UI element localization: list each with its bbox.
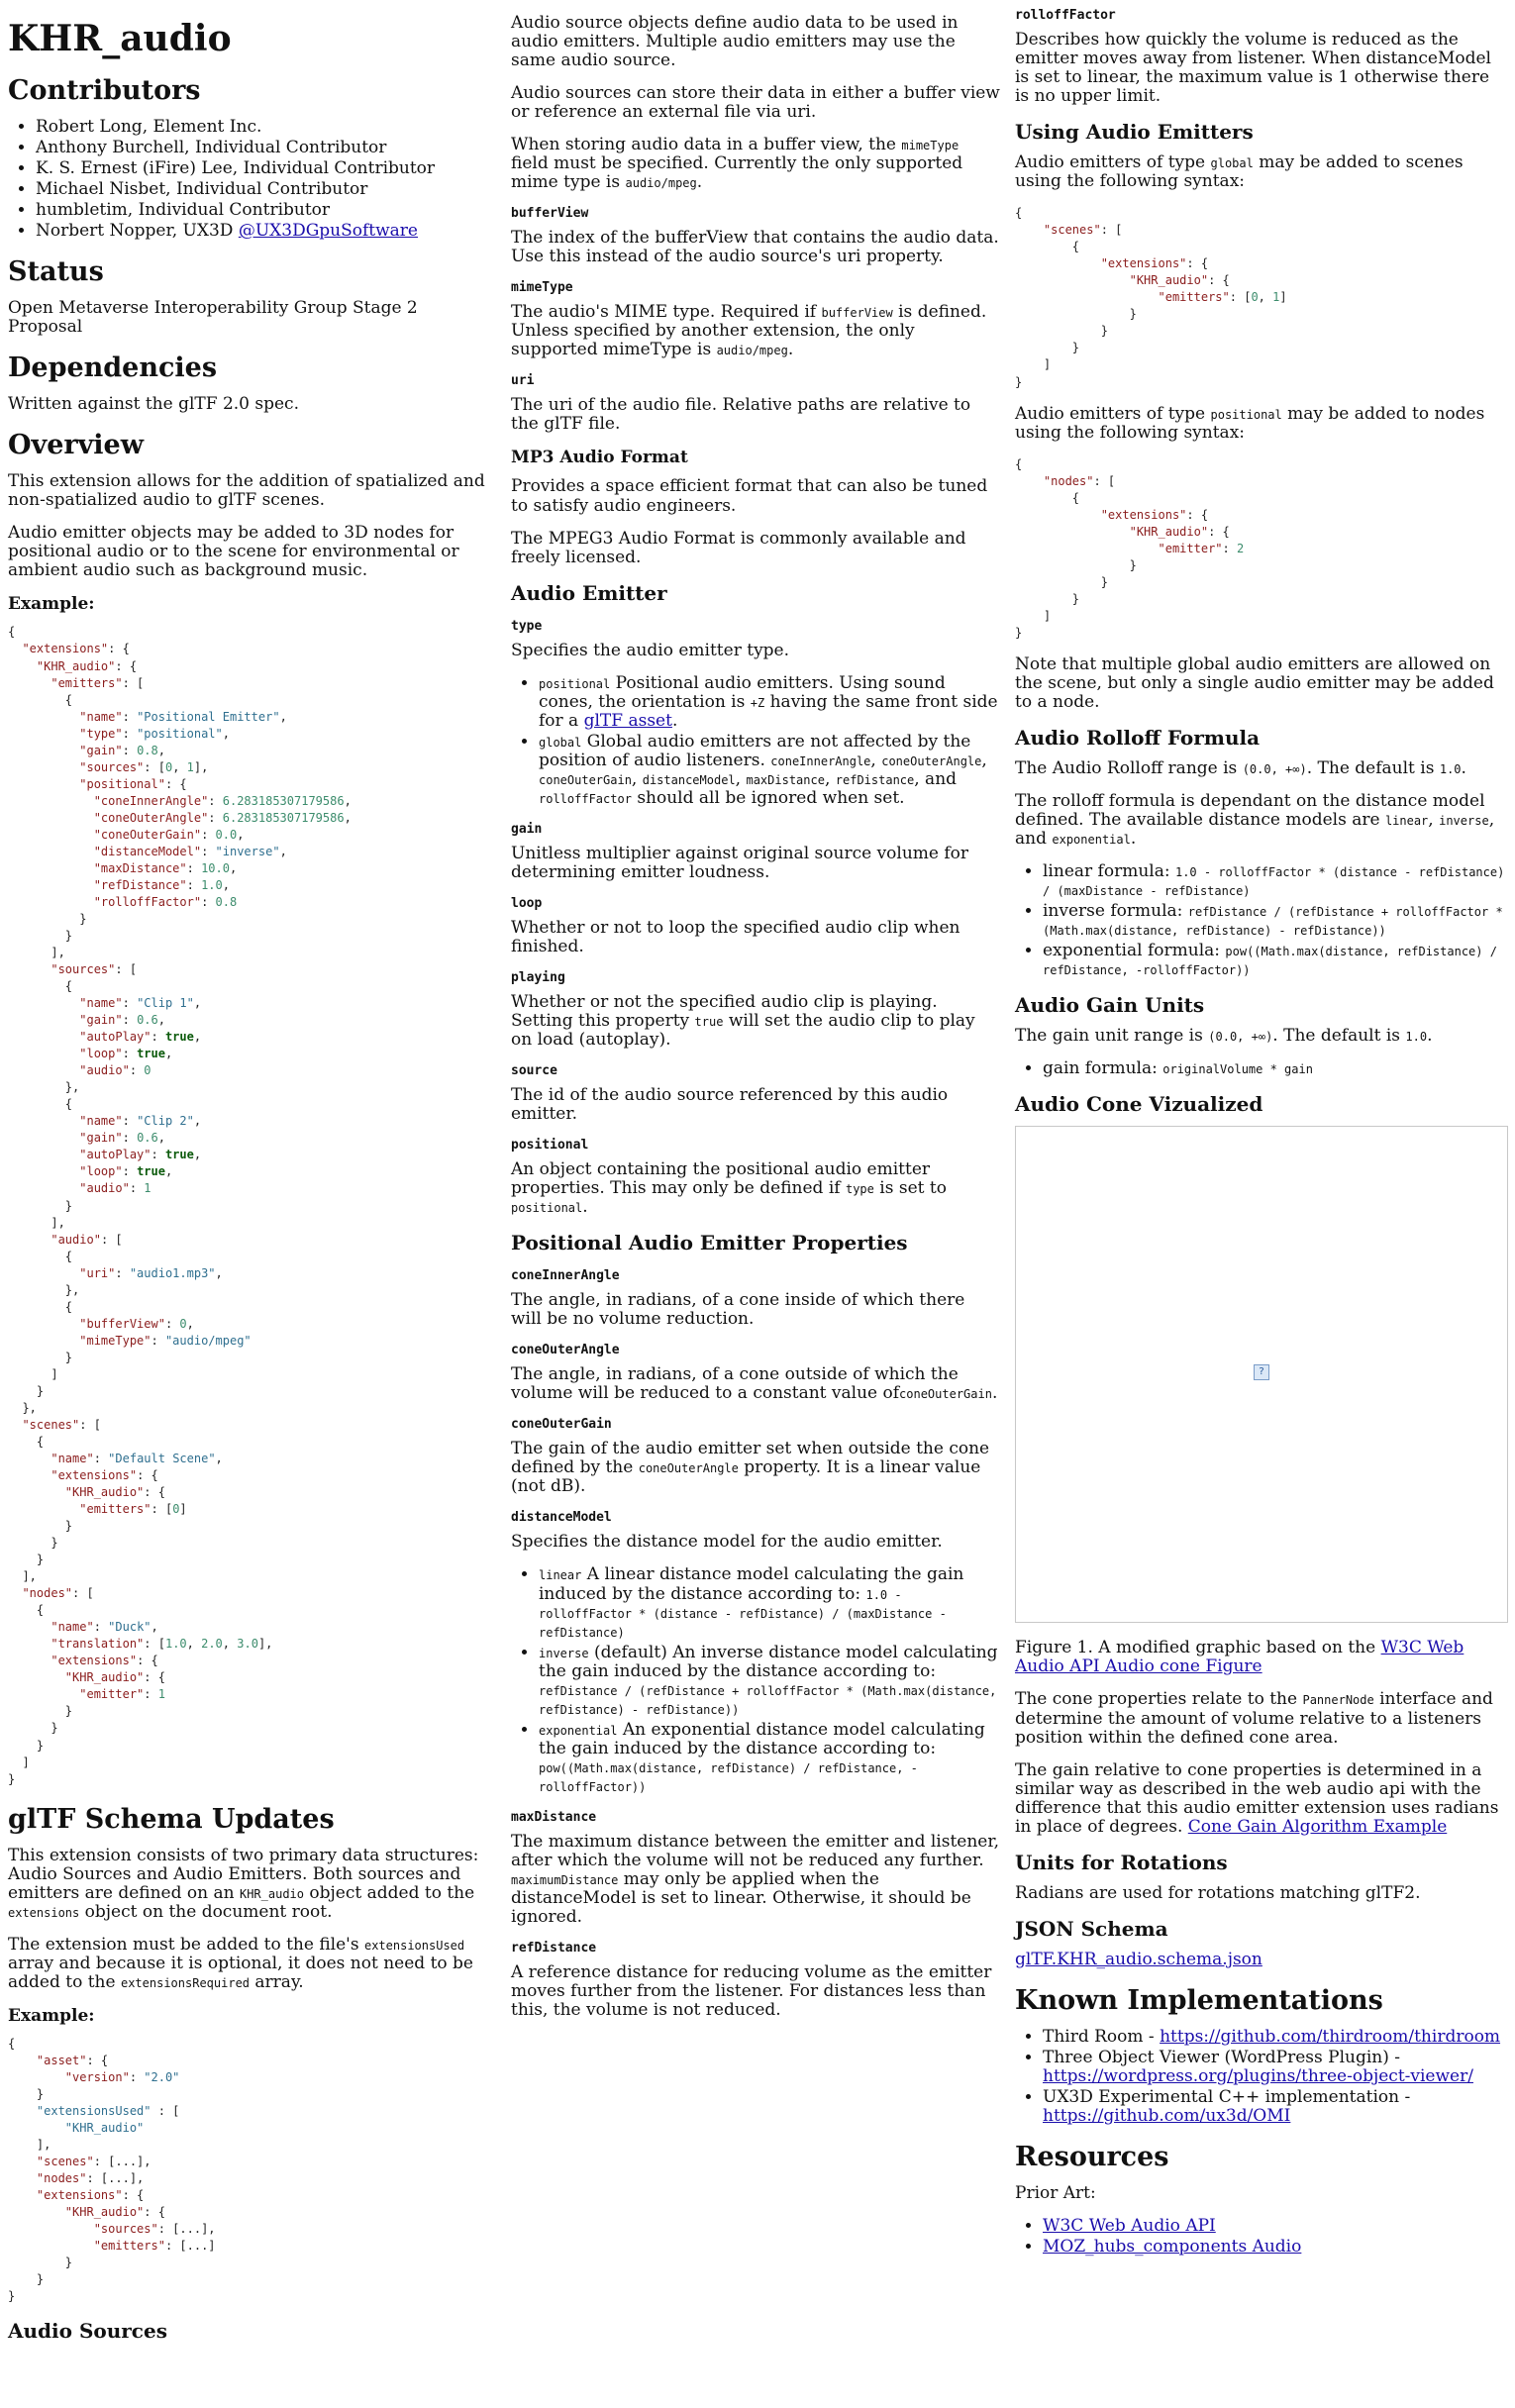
list-item — [1043, 2028, 1508, 2047]
text: . — [582, 1197, 588, 1218]
rolloff-formula-list — [1015, 862, 1508, 979]
mp3-heading: MP3 Audio Format — [511, 448, 688, 468]
text: exponential formula: — [1043, 941, 1226, 961]
json-schema-link[interactable]: glTF.KHR_audio.schema.json — [1015, 1949, 1262, 1969]
rolloff-paragraph — [1015, 792, 1508, 849]
property-heading-maxdistance: maxDistance — [511, 1809, 597, 1825]
w3c-cone-figure-link[interactable]: W3C Web Audio API Audio cone Figure — [1015, 1638, 1464, 1677]
list-item — [1043, 942, 1508, 979]
inline-code: global — [1210, 156, 1254, 171]
cone-paragraph — [1015, 1761, 1508, 1837]
list-item: • Michael Nisbet, Individual Contributor — [36, 180, 495, 199]
inline-code: positional — [1210, 407, 1282, 422]
inline-code: extensions — [8, 1905, 80, 1920]
text: The gain relative to cone properties is determined in a similar way as described in the web audio api with the difference that this audio emitter extension uses radians in place of degrees. — [1015, 1759, 1499, 1837]
property-description: The uri of the audio file. Relative paths are relative to the glTF file. — [511, 395, 971, 435]
property-heading-coneinnerangle: coneInnerAngle — [511, 1268, 620, 1284]
inline-code: global — [539, 735, 582, 750]
text: When storing audio data in a buffer view, the — [511, 135, 902, 155]
using-paragraph — [1015, 405, 1508, 443]
list-item: • humbletim, Individual Contributor — [36, 201, 495, 220]
property-description — [511, 1833, 1000, 1927]
list-item — [539, 674, 1000, 731]
sources-paragraph: Audio source objects define audio data to be used in audio emitters. Multiple audio emitters may use the same audio source. — [511, 13, 959, 71]
page-title: KHR_audio — [8, 18, 232, 59]
text: The gain of the audio emitter set when outside the cone defined by the — [511, 1439, 990, 1478]
column-left — [8, 0, 495, 2353]
property-description: Specifies the distance model for the audio emitter. — [511, 1532, 943, 1553]
property-description: A reference distance for reducing volume as the emitter moves further from the listener. For distances less than this, the volume is not reduced. — [511, 1962, 992, 2021]
inline-code: refDistance — [835, 772, 915, 787]
property-heading-source: source — [511, 1063, 557, 1079]
text: . — [1461, 758, 1466, 779]
text: The Audio Rolloff range is — [1015, 758, 1243, 779]
inline-code: KHR_audio — [239, 1886, 305, 1901]
cone-paragraph — [1015, 1690, 1508, 1747]
audio-sources-heading: Audio Sources — [8, 2319, 167, 2344]
web-audio-api-link[interactable]: W3C Web Audio API — [1043, 2215, 1216, 2236]
formula-code: refDistance / (refDistance + rolloffFactor * (Math.max(distance, refDistance) - refDistance)) — [1043, 905, 1503, 939]
text: may be added to scenes using the following syntax: — [1015, 152, 1464, 192]
property-heading-gain: gain — [511, 821, 543, 837]
formula-code: refDistance / (refDistance + rolloffFactor * (Math.max(distance, refDistance) - refDistance)) — [539, 1683, 997, 1717]
column-right — [1015, 0, 1508, 2270]
schema-updates-heading: glTF Schema Updates — [8, 1803, 335, 1835]
text: gain formula: — [1043, 1058, 1163, 1079]
using-paragraph: Note that multiple global audio emitters are allowed on the scene, but only a single audio emitter may be added to a node. — [1015, 653, 1494, 712]
property-heading-type: type — [511, 618, 543, 634]
text: Global audio emitters are not affected by the position of audio listeners. — [539, 731, 971, 770]
inline-code: audio/mpeg — [625, 176, 697, 191]
text: , and — [1015, 810, 1495, 850]
resources-list — [1015, 2217, 1508, 2257]
contributor-text: Norbert Nopper, UX3D — [36, 221, 239, 242]
inline-code: PannerNode — [1302, 1693, 1374, 1708]
formula-code: 1.0 - rolloffFactor * (distance - refDistance) / (maxDistance - refDistance) — [1043, 865, 1505, 899]
inline-code: coneInnerAngle — [770, 753, 871, 768]
property-description: The id of the audio source referenced by this audio emitter. — [511, 1085, 949, 1125]
property-description — [511, 303, 1000, 359]
using-emitters-heading: Using Audio Emitters — [1015, 120, 1254, 145]
text: array. — [250, 1971, 304, 1992]
property-description — [511, 993, 1000, 1050]
contributor-twitter-link[interactable]: @UX3DGpuSoftware — [238, 221, 418, 242]
gain-units-heading: Audio Gain Units — [1015, 993, 1205, 1018]
audio-cone-figure — [1015, 1126, 1508, 1623]
list-item — [539, 1644, 1000, 1719]
text: Audio emitters of type — [1015, 152, 1211, 173]
text: Whether or not the specified audio clip is playing. Setting this property — [511, 991, 938, 1031]
property-heading-bufferview: bufferView — [511, 206, 589, 222]
inline-code: distanceModel — [642, 772, 736, 787]
list-item: • K. S. Ernest (iFire) Lee, Individual Contributor — [36, 159, 495, 178]
schema-paragraph — [8, 1847, 495, 1922]
schema-paragraph — [8, 1936, 495, 1992]
list-item: • Anthony Burchell, Individual Contributor — [36, 139, 495, 157]
text: inverse formula: — [1043, 901, 1188, 922]
property-description: Specifies the audio emitter type. — [511, 640, 790, 660]
schema-code-block: { "asset": { "version": "2.0" } "extensionsUsed" : [ "KHR_audio" ], "scenes": [...], "nodes": [...], "extensions": { "KHR_audio": { "sources": [...], "emitters": [...] } } } — [8, 2036, 216, 2304]
property-heading-rollofffactor: rolloffFactor — [1015, 8, 1116, 23]
inline-code: exponential — [539, 1723, 618, 1738]
text: , — [824, 768, 836, 789]
overview-paragraph: This extension allows for the addition of spatialized and non-spatialized audio to glTF scenes. — [8, 471, 485, 511]
inline-code: maxDistance — [746, 772, 825, 787]
text: Three Object Viewer (WordPress Plugin) - — [1043, 2047, 1401, 2067]
sources-paragraph — [511, 136, 1000, 192]
text: array and because it is optional, it does not need to be added to the — [8, 1953, 473, 1992]
using-paragraph — [1015, 153, 1508, 191]
inline-code: type — [845, 1182, 874, 1197]
inline-code: extensionsRequired — [120, 1975, 251, 1990]
three-object-viewer-link[interactable]: https://wordpress.org/plugins/three-object-viewer/ — [1043, 2065, 1473, 2086]
rotation-units-heading: Units for Rotations — [1015, 1850, 1228, 1874]
formula-code: pow((Math.max(distance, refDistance) / refDistance, -rolloffFactor)) — [1043, 945, 1497, 978]
example-heading: Example: — [8, 2005, 95, 2026]
property-heading-coneouterangle: coneOuterAngle — [511, 1343, 620, 1358]
inline-code: (0.0, +∞) — [1208, 1030, 1273, 1045]
distance-model-list — [511, 1565, 1000, 1795]
contributors-heading: Contributors — [8, 75, 201, 106]
text: Third Room - — [1043, 2026, 1161, 2047]
ux3d-omi-link[interactable]: https://github.com/ux3d/OMI — [1043, 2105, 1291, 2126]
gain-formula-list — [1015, 1059, 1508, 1078]
moz-hubs-audio-link[interactable]: MOZ_hubs_components Audio — [1043, 2236, 1302, 2257]
property-heading-uri: uri — [511, 373, 535, 389]
text: having the same front side for a — [539, 691, 998, 731]
inline-code: coneOuterGain — [899, 1387, 992, 1402]
text: should all be ignored when set. — [631, 787, 905, 808]
property-heading-coneoutergain: coneOuterGain — [511, 1417, 612, 1433]
text: An exponential distance model calculating the gain induced by the distance according to: — [539, 1719, 985, 1758]
list-item — [1043, 2238, 1508, 2257]
inline-code: (0.0, +∞) — [1242, 762, 1307, 777]
overview-paragraph: Audio emitter objects may be added to 3D nodes for positional audio or to the scene for environmental or ambient audio such as background music. — [8, 523, 459, 581]
broken-image-icon: ? — [1254, 1364, 1269, 1380]
text: The angle, in radians, of a cone outside of which the volume will be reduced to a constant value of — [511, 1364, 959, 1404]
property-heading-loop: loop — [511, 895, 543, 911]
gltf-asset-link[interactable]: glTF asset — [583, 710, 672, 731]
list-item — [539, 1721, 1000, 1796]
text: Figure 1. A modified graphic based on the — [1015, 1638, 1381, 1658]
inline-code: true — [694, 1015, 724, 1029]
list-item — [1043, 1059, 1508, 1078]
known-implementations-heading: Known Implementations — [1015, 1984, 1383, 2016]
audio-emitter-heading: Audio Emitter — [511, 580, 667, 605]
text: . — [671, 710, 678, 731]
inline-code: maximumDistance — [511, 1872, 619, 1887]
inline-code: coneOuterAngle — [638, 1461, 739, 1476]
json-schema-paragraph — [1015, 1951, 1508, 1969]
text: The maximum distance between the emitter and listener, after which the volume will not be reduced any further. — [511, 1831, 1000, 1870]
formula-code: originalVolume * gain — [1162, 1062, 1313, 1077]
text: The cone properties relate to the — [1015, 1689, 1303, 1710]
text: The extension must be added to the file's — [8, 1934, 364, 1955]
inline-code: coneOuterAngle — [881, 753, 982, 768]
property-description: The angle, in radians, of a cone inside of which there will be no volume reduction. — [511, 1290, 965, 1330]
text: field must be specified. Currently the only supported mime type is — [511, 153, 963, 193]
status-text: Open Metaverse Interoperability Group Stage 2 Proposal — [8, 298, 418, 338]
cone-gain-example-link[interactable]: Cone Gain Algorithm Example — [1187, 1816, 1448, 1837]
text: . — [1130, 829, 1137, 850]
property-heading-refdistance: refDistance — [511, 1941, 597, 1956]
dependencies-heading: Dependencies — [8, 352, 218, 384]
property-description: Describes how quickly the volume is reduced as the emitter moves away from listener. When distanceModel is set to linear, the maximum value is 1 otherwise there is no upper limit. — [1015, 30, 1491, 107]
property-description — [511, 1160, 1000, 1217]
formula-code: pow((Math.max(distance, refDistance) / refDistance, -rolloffFactor)) — [539, 1760, 918, 1794]
inline-code: extensionsUsed — [363, 1938, 465, 1953]
text: This extension consists of two primary data structures: Audio Sources and Audio Emitters. Both sources and emitters are defined on an — [8, 1845, 479, 1903]
text: . — [991, 1383, 998, 1404]
implementations-list — [1015, 2028, 1508, 2126]
text: is defined. Unless specified by another extension, the only supported mimeType is — [511, 302, 987, 360]
dependencies-text: Written against the glTF 2.0 spec. — [8, 394, 299, 415]
inline-code: 1.0 — [1405, 1030, 1428, 1045]
text: , — [870, 750, 882, 770]
inline-code: linear — [539, 1568, 582, 1583]
list-item — [1043, 862, 1508, 900]
text: An object containing the positional audio emitter properties. This may only be defined if — [511, 1159, 931, 1199]
list-item — [1043, 2217, 1508, 2236]
text: . The default is — [1272, 1026, 1406, 1047]
type-list — [511, 674, 1000, 808]
text: linear formula: — [1043, 861, 1175, 882]
text: . — [1427, 1026, 1433, 1047]
inline-code: +Z — [750, 695, 765, 710]
text: interface and determine the amount of volume relative to a listeners position within the defined cone area. — [1015, 1689, 1493, 1748]
property-heading-positional: positional — [511, 1138, 589, 1154]
property-description — [511, 1365, 1000, 1403]
inline-code: audio/mpeg — [716, 344, 788, 358]
text: The gain unit range is — [1015, 1026, 1209, 1047]
mp3-paragraph: Provides a space efficient format that can also be tuned to satisfy audio engineers. — [511, 476, 988, 516]
node-emitter-code-block: { "nodes": [ { "extensions": { "KHR_audio": { "emitter": 2 } } } ] } — [1015, 456, 1245, 640]
text: object added to the — [304, 1882, 475, 1903]
text: Audio emitters of type — [1015, 403, 1211, 424]
text: The rolloff formula is dependant on the distance model defined. The available distance models are — [1015, 791, 1485, 831]
overview-heading: Overview — [8, 430, 144, 461]
inline-code: rolloffFactor — [539, 791, 632, 806]
text: . — [787, 340, 794, 360]
inline-code: coneOuterGain — [539, 772, 632, 787]
inline-code: linear — [1384, 814, 1429, 829]
contributors-list — [8, 118, 495, 241]
list-item: • Robert Long, Element Inc. — [36, 118, 495, 137]
text: , — [981, 750, 987, 770]
text: , — [1428, 810, 1440, 831]
text: A linear distance model calculating the gain induced by the distance according to: — [539, 1564, 964, 1604]
list-item — [36, 222, 495, 241]
list-item — [1043, 2088, 1508, 2126]
property-description: The index of the bufferView that contains the audio data. Use this instead of the audio source's uri property. — [511, 228, 999, 267]
text: , and — [914, 768, 958, 789]
inline-code: mimeType — [901, 139, 960, 153]
inline-code: positional — [511, 1201, 583, 1216]
example-code-block: { "extensions": { "KHR_audio": { "emitters": [ { "name": "Positional Emitter", "type": "positional", "gain": 0.8, "sources": [0, 1], "positional": { "coneInnerAngle": 6.283185307179586, "coneOuterAngle": 6.283185307179586, "coneOuterGain": 0.0, "distanceModel": "inverse", "maxDistance": 10.0, "refDistance": 1.0, "rolloffFactor": 0.8 } } ], "sources": [ { "name": "Clip 1", "gain": 0.6, "autoPlay": true, "loop": true, "audio": 0 }, { "name": "Clip 2", "gain": 0.6, "autoPlay": true, "loop": true, "audio": 1 } ], "audio": [ { "uri": "audio1.mp3", }, { "bufferView": 0, "mimeType": "audio/mpeg" } ] } }, "scenes": [ { "name": "Default Scene", "extensions": { "KHR_audio": { "emitters": [0] } } } ], "nodes": [ { "name": "Duck", "translation": [1.0, 2.0, 3.0], "extensions": { "KHR_audio": { "emitter": 1 } } } ] } — [8, 625, 352, 1786]
inline-code: positional — [539, 676, 611, 691]
cone-visualized-heading: Audio Cone Vizualized — [1015, 1092, 1263, 1117]
inline-code: exponential — [1052, 833, 1131, 848]
text: UX3D Experimental C++ implementation - — [1043, 2086, 1411, 2107]
scene-emitter-code-block: { "scenes": [ { "extensions": { "KHR_audio": { "emitters": [0, 1] } } } ] } — [1015, 206, 1287, 389]
property-heading-playing: playing — [511, 969, 565, 985]
text: may only be applied when the distanceModel is set to linear. Otherwise, it should be ignored. — [511, 1868, 971, 1927]
text: object on the document root. — [79, 1901, 333, 1922]
list-item — [1043, 902, 1508, 940]
inline-code: bufferView — [821, 306, 893, 321]
resources-heading: Resources — [1015, 2141, 1169, 2172]
property-heading-mimetype: mimeType — [511, 280, 573, 296]
example-heading: Example: — [8, 594, 95, 615]
status-heading: Status — [8, 256, 104, 288]
sources-paragraph: Audio sources can store their data in either a buffer view or reference an external file via uri. — [511, 83, 1000, 123]
inline-code: inverse — [1439, 814, 1489, 829]
text: (default) An inverse distance model calculating the gain induced by the distance according to: — [539, 1642, 998, 1681]
figure-caption — [1015, 1639, 1508, 1676]
text: may be added to nodes using the following syntax: — [1015, 403, 1485, 443]
resources-paragraph: Prior Art: — [1015, 2182, 1096, 2203]
inline-code: inverse — [539, 1646, 589, 1660]
text: property. It is a linear value (not dB). — [511, 1457, 981, 1497]
text: is set to — [873, 1178, 947, 1199]
property-description: Whether or not to loop the specified audio clip when finished. — [511, 917, 960, 956]
list-item — [539, 733, 1000, 808]
column-middle — [511, 0, 1000, 2034]
text: , — [631, 768, 643, 789]
rolloff-paragraph — [1015, 759, 1508, 778]
text: . The default is — [1306, 758, 1440, 779]
inline-code: 1.0 — [1439, 762, 1462, 777]
gain-paragraph — [1015, 1027, 1508, 1046]
property-description: Unitless multiplier against original source volume for determining emitter loudness. — [511, 843, 969, 882]
rolloff-heading: Audio Rolloff Formula — [1015, 726, 1261, 751]
list-item — [1043, 2049, 1508, 2086]
property-heading-distancemodel: distanceModel — [511, 1510, 612, 1526]
mp3-paragraph: The MPEG3 Audio Format is commonly available and freely licensed. — [511, 528, 966, 567]
text: , — [735, 768, 747, 789]
thirdroom-link[interactable]: https://github.com/thirdroom/thirdroom — [1160, 2026, 1501, 2047]
text: Positional audio emitters. Using sound cones, the orientation is — [539, 672, 946, 712]
text: The audio's MIME type. Required if — [511, 302, 822, 323]
property-description — [511, 1440, 1000, 1496]
list-item — [539, 1565, 1000, 1641]
text: will set the audio clip to play on load (autoplay). — [511, 1011, 975, 1051]
positional-properties-heading: Positional Audio Emitter Properties — [511, 1231, 908, 1255]
text: . — [696, 172, 703, 193]
rotation-paragraph: Radians are used for rotations matching glTF2. — [1015, 1882, 1421, 1903]
formula-code: 1.0 - rolloffFactor * (distance - refDistance) / (maxDistance - refDistance) — [539, 1587, 947, 1640]
json-schema-heading: JSON Schema — [1015, 1916, 1168, 1941]
